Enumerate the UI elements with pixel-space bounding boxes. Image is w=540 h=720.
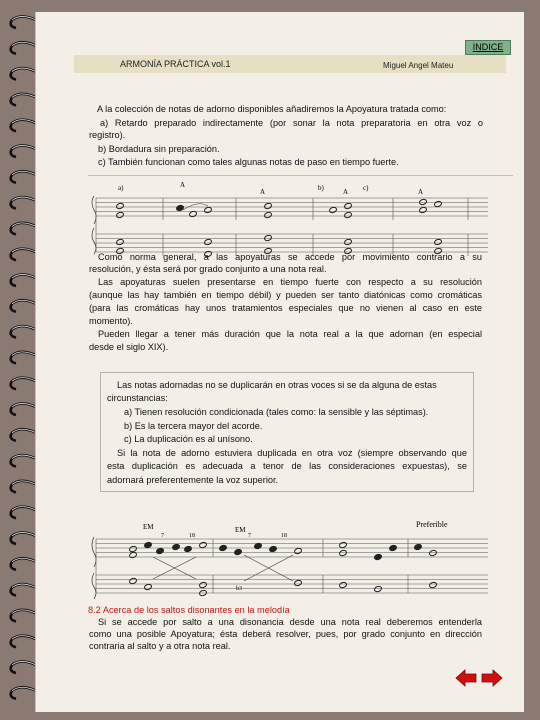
example-label: b): [318, 184, 324, 192]
box-line: Si la nota de adorno estuviera duplicada en otra voz (siempre observando que: [117, 448, 467, 458]
notehead: [419, 206, 427, 213]
notehead: [116, 202, 124, 209]
box-line: adornará preferentemente la voz superior.: [107, 475, 279, 485]
box-line: c) La duplicación es al unísono.: [124, 434, 253, 444]
fingering-number: 18: [189, 533, 195, 539]
section-line: contraria al salto y a otra nota real.: [89, 641, 231, 651]
notehead: [264, 234, 272, 241]
notehead: [294, 547, 302, 554]
notehead: [144, 583, 152, 590]
notehead: [204, 206, 212, 213]
voice-crossing-lines: [153, 555, 293, 581]
box-line: Las notas adornadas no se duplicarán en otras voces si se da alguna de estas: [117, 380, 437, 390]
box-line: a) Tienen resolución condicionada (tales como: la sensible y las séptimas).: [124, 407, 429, 417]
notehead: [429, 581, 437, 588]
notehead: [129, 577, 137, 584]
notehead: [374, 585, 382, 592]
notehead: [344, 202, 352, 209]
appoggiatura-mark: A: [260, 188, 266, 196]
notehead: [176, 204, 184, 211]
notehead: [144, 541, 152, 548]
author-name: Miguel Angel Mateu: [383, 61, 454, 70]
notehead: [264, 211, 272, 218]
notehead: [339, 549, 347, 556]
notehead: [199, 581, 207, 588]
notehead: [434, 238, 442, 245]
arrow-left-icon[interactable]: [455, 668, 477, 688]
divider: [88, 175, 513, 176]
notehead: [116, 211, 124, 218]
notehead: [329, 206, 337, 213]
music-example-duplication: [88, 515, 498, 600]
intro-line: c) También funcionan como tales algunas notas de paso en tiempo fuerte.: [98, 157, 399, 167]
example-label: c): [363, 184, 369, 192]
body-line: desde el siglo XIX).: [89, 342, 169, 352]
notehead: [429, 549, 437, 556]
body-line: Como norma general, a las apoyaturas se accede por movimiento contrario a su: [98, 252, 482, 262]
appoggiatura-mark: A: [418, 188, 424, 196]
section-line: como una posible Apoyatura; ésta deberá resolver, pues, por grado conjunto en dirección: [89, 629, 482, 639]
notehead: [414, 543, 422, 550]
notehead: [419, 198, 427, 205]
appoggiatura-mark: A: [180, 181, 186, 189]
book-title: ARMONÍA PRÁCTICA vol.1: [120, 59, 231, 69]
notehead: [116, 238, 124, 245]
notehead: [219, 544, 227, 551]
notehead: [434, 200, 442, 207]
notehead: [389, 544, 397, 551]
body-line: resolución, y ésta será por grado conjunto a una nota real.: [89, 264, 327, 274]
notehead: [269, 545, 277, 552]
flat-figure: b3: [236, 586, 242, 592]
fingering-number: 7: [248, 533, 251, 539]
music-example-appoggiatura-types: [88, 180, 498, 258]
notehead: [129, 545, 137, 552]
box-line: esta duplicación es adecuada a tenor de las consideraciones expuestas), se: [107, 461, 467, 471]
notehead: [234, 548, 242, 555]
example-label: a): [118, 184, 124, 192]
notehead: [184, 545, 192, 552]
box-line: b) Es la tercera mayor del acorde.: [124, 421, 263, 431]
body-line: momento).: [89, 316, 133, 326]
intro-line: A la colección de notas de adorno disponibles añadiremos la Apoyatura tratada como:: [97, 104, 447, 114]
body-line: (para las cromáticas hay unos tratamientos especiales que no vienen al caso en este: [89, 303, 482, 313]
notehead: [156, 547, 164, 554]
notehead: [344, 211, 352, 218]
appoggiatura-mark: A: [343, 188, 349, 196]
notehead: [199, 541, 207, 548]
intro-line: a) Retardo preparado indirectamente (por sonar la nota preparatoria en otra voz o: [100, 118, 483, 128]
body-line: Pueden llegar a tener más duración que la nota real a la que adornan (en especial: [98, 329, 482, 339]
intro-line: b) Bordadura sin preparación.: [98, 144, 220, 154]
arrow-right-icon[interactable]: [481, 668, 503, 688]
intro-line: registro).: [89, 130, 126, 140]
notehead: [374, 553, 382, 560]
em-label: EM: [235, 526, 246, 534]
section-line: Si se accede por salto a una disonancia desde una nota real deberemos entenderla: [98, 617, 482, 627]
notehead: [172, 543, 180, 550]
body-line: Las apoyaturas suelen presentarse en tiempo fuerte con respecto a su resolución: [98, 277, 482, 287]
notehead: [294, 579, 302, 586]
box-line: circunstancias:: [107, 393, 168, 403]
notehead: [204, 238, 212, 245]
fingering-number: 7: [161, 533, 164, 539]
notehead: [344, 238, 352, 245]
section-title: 8.2 Acerca de los saltos disonantes en la melodía: [88, 605, 290, 615]
notehead: [264, 202, 272, 209]
fingering-number: 18: [281, 533, 287, 539]
notehead: [339, 581, 347, 588]
body-line: (aunque las hay también en tiempo débil) y pueden ser tanto diatónicas como cromáticas: [89, 290, 482, 300]
preferible-label: Preferible: [416, 520, 448, 529]
em-label: EM: [143, 523, 154, 531]
index-link[interactable]: INDICE: [465, 40, 511, 55]
notehead: [339, 541, 347, 548]
